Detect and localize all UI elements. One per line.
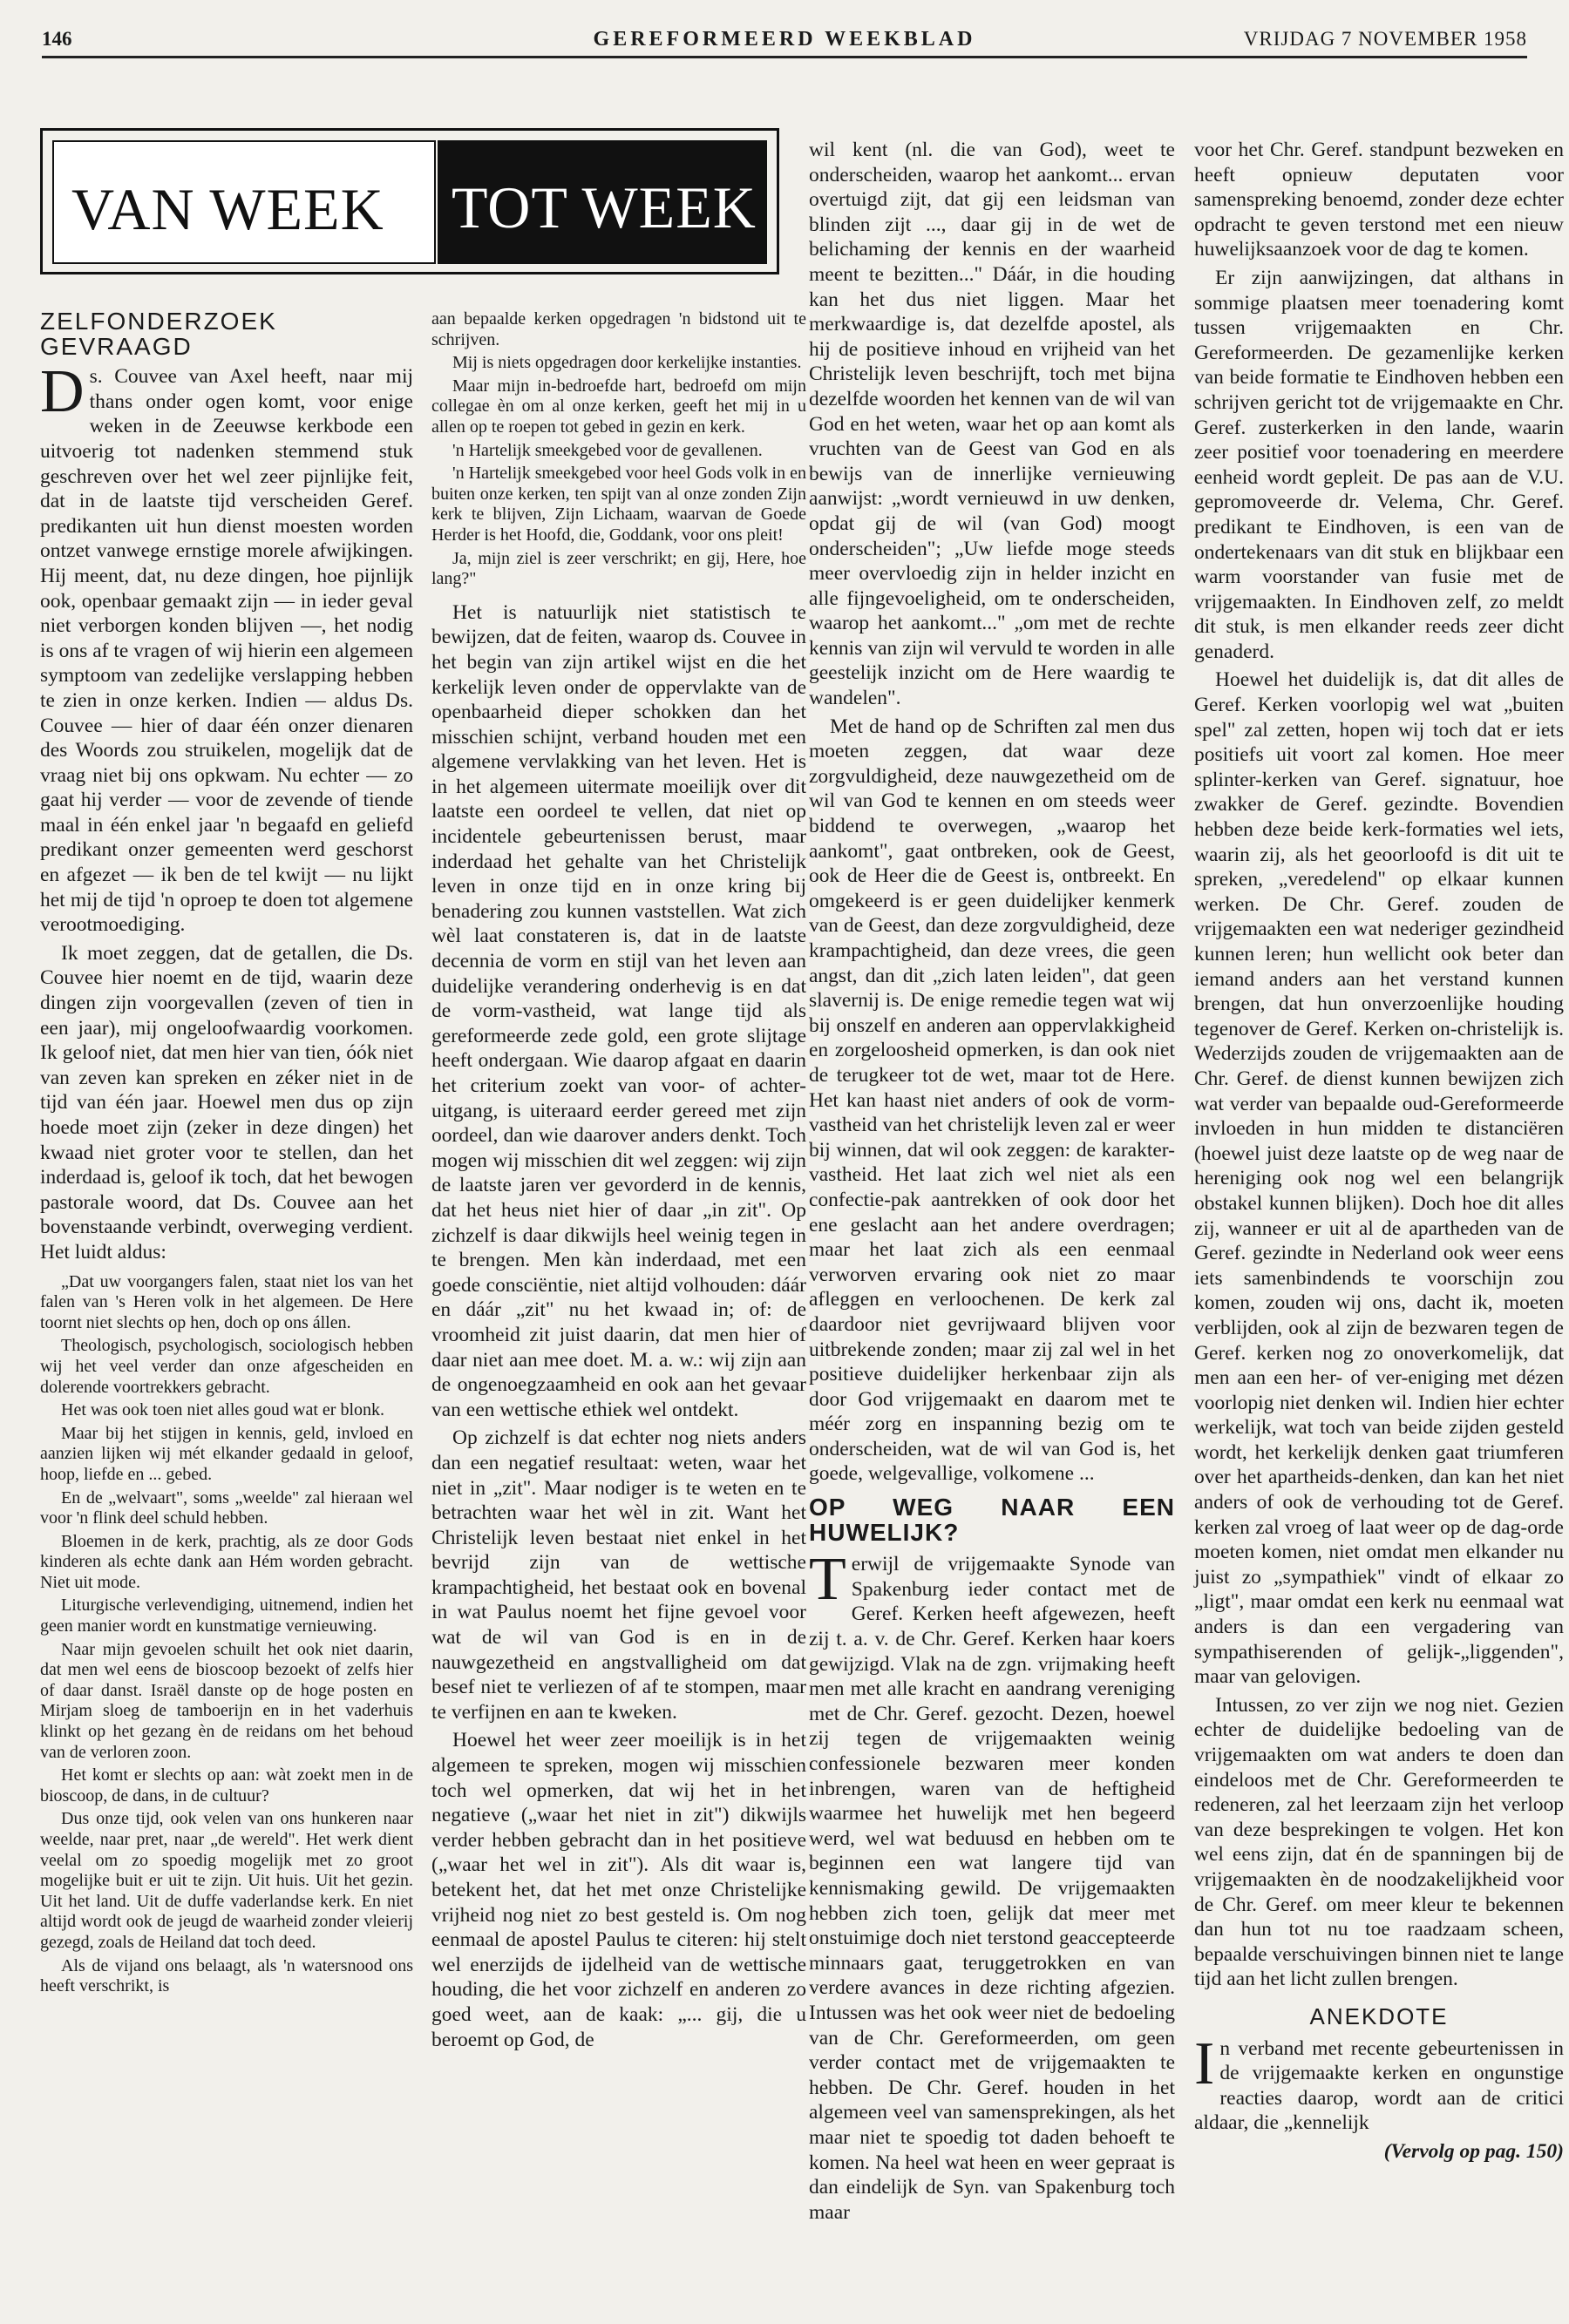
paragraph: Hoewel het duidelijk is, dat dit alles de Geref. Kerken voorlopig wel wat „buiten spel" zal zetten, hopen wij toch dat er iets positiefs uit voort zal komen. Hoe meer splinter-kerken van Geref. signatuur, hoe zwakker de Geref. gezindte. Bovendien hebben deze beide kerk-formaties wel iets, waarin zij, als het geoorloofd is dit uit te spreken, „veredelend" op elkaar kunnen werken. De Chr. Geref. zouden de vrijgemaakten een wat nederiger gezindheid kunnen leren; hun wellicht ook beter dan iemand anders aan het verstand kunnen brengen, dat hun onverzoenlijke houding tegenover de Geref. Kerken on-christelijk is. Wederzijds zouden de vrijgemaakten aan de Chr. Geref. de dienst kunnen bewijzen zich wat verder van bepaalde oud-Gereformeerde invloeden in hun midden te distanciëren (hoewel juist deze laatste op de weg naar de hereniging ook nog wel een belangrijk obstakel kunnen blijken). Doch hoe dit alles zij, wanneer er uit al de apartheden van de Geref. gezindte in Nederland ook weer eens iets samenbindends te voorschijn zou komen, zouden wij ons, dacht ik, moeten verblijden, ook al zijn de bezwaren tegen de Geref. kerken nog zo onoverkomelijk, dat men aan een her- of ver-eniging met dézen voorlopig niet denken wil. Indien hier echter werkelijk, wat toch van beide zijden gesteld wordt, het kerkelijk denken gaat triumferen over het apartheids-denken, dan kan het niet anders of ook de verhouding tot de Geref. kerken zal vroeg of laat weer op de dag-orde moeten komen, niet omdat men elkander nu juist zo „sympathiek" vindt of elkaar zo „ligt", maar omdat een kerk nu eenmaal wat anders is dan een vergadering van sympathiserenden of gelijk-„liggenden", maar van gelovigen. [1194,668,1564,1689]
quote-paragraph: Het komt er slechts op aan: wàt zoekt men in de bioscoop, de dans, in de cultuur? [40,1765,413,1806]
quotation-block-continued [431,309,806,590]
issue-date: VRIJDAG 7 NOVEMBER 1958 [1243,28,1527,50]
article-title-huwelijk: OP WEG NAAR EEN HUWELIJK? [809,1494,1175,1546]
quotation-block [40,1272,413,1997]
quote-paragraph: Dus onze tijd, ook velen van ons hunkeren naar weelde, naar pret, naar „de wereld". Het werk dient veelal om zo spoedig mogelijk met zo groot mogelijke buit er uit te zijn. Uit huis. Uit het gezin. Uit het land. Uit de duffe vaderlandse kerk. En niet altijd wordt ook de jeugd de waarheid zonder vleierij gezegd, zoals de Heiland dat toch deed. [40,1809,413,1952]
section-banner [40,128,779,274]
paragraph [809,1546,1175,2225]
quote-paragraph: En de „welvaart", soms „weelde" zal hieraan wel voor 'n flink deel schuld hebben. [40,1487,413,1528]
paragraph: wil kent (nl. die van God), weet te onderscheiden, waarop het aankomt... ervan overtuigd zijt, dat gij een leidsman van blinden zijt ..., daar gij in de wet de belichaming der kennis en der waarheid meent te bezitten..." Dáár, in die houding kan het dus niet liggen. Maar het merkwaardige is, dat dezelfde apostel, als hij de positieve inhoud en vrijheid van het Christelijk leven beschrijft, toch met bijna dezelfde woorden het kennen van de wil van God en het weten, waar het op aan komt als vruchten van de Geest van God en als bewijs van de innerlijke vernieuwing aanwijst: „wordt vernieuwd in uw denken, opdat gij de wil (van God) moogt onderscheiden"; „Uw liefde moge steeds meer overvloedig zijn in helder inzicht en alle fijngevoeligheid, om te onderscheiden, waarop het aankomt..." „om met de rechte kennis van zijn wil vervuld te worden in alle geestelijk inzicht om de Here waardig te wandelen". [809,139,1175,710]
paragraph: Het is natuurlijk niet statistisch te bewijzen, dat de feiten, waarop ds. Couvee in het begin van zijn artikel wijst en die het kerkelijk leven onder de oppervlakte van de openbaarheid dieper schokken dan het misschien schijnt, verband houden met een algemene vervlakking van het leven. Het is in het algemeen uitermate moeilijk over dit laatste een oordeel te vellen, dat niet op incidentele gebeurtenissen berust, maar inderdaad het gehalte van het Christelijk leven in onze tijd en in onze kring bij benadering zou kunnen vaststellen. Wat zich wèl laat constateren is, dat in de laatste decennia de vorm en stijl van het leven aan duidelijke verandering onderhevig is en dat de vorm-vastheid, wat lange tijd als gereformeerde zede gold, een grote slijtage heeft ondergaan. Wie daarop afgaat en daarin het criterium zoekt van voor- of achter-uitgang, is uiteraard eerder gereed met zijn oordeel, dan wie daarover anders denkt. Toch mogen wij misschien dit wel zeggen: wij zijn de laatste jaren ver gevorderd in de kennis, dat het heus niet hier of daar „in zit". Op zichzelf is daar dikwijls heel weinig tegen in te brengen. Men kàn inderdaad, met een goede consciëntie, niet altijd volhouden: dáár en dáár „zit" nu het kwaad in; of: de vroomheid zit juist daarin, dat men hier of daar niet aan mee doet. M. a. w.: wij zijn aan de ongenoegzaamheid en ook aan het gevaar van een wettische ethiek wel ontdekt. [431,600,806,1421]
quote-paragraph: Maar bij het stijgen in kennis, geld, invloed en aanzien lijken wij mét elkander gedaald in geloof, hoop, liefde en ... gebed. [40,1423,413,1484]
drop-cap: T [809,1546,846,1614]
column-1 [40,309,413,2008]
paragraph [40,358,413,938]
quote-paragraph: „Dat uw voorgangers falen, staat niet los van het falen van 's Heren volk in het algemeen. De Here toornt niet slechts op hen, doch op ons állen. [40,1271,413,1332]
drop-cap: I [1194,2029,1215,2097]
quote-paragraph: Als de vijand ons belaagt, als 'n watersnood ons heeft verschrikt, is [40,1955,413,1996]
quote-paragraph: 'n Hartelijk smeekgebed voor heel Gods volk in en buiten onze kerken, ten spijt van al onze zonden Zijn kerk te blijven, Zijn Lichaam, waarvan de Goede Herder is het Hoofd, die, Goddank, voor ons pleit! [431,464,806,545]
column-3 [809,138,1175,2228]
header-rule [42,56,1527,58]
column-2 [431,309,806,2056]
quote-paragraph: Liturgische verlevendiging, uitnemend, indien het geen manier wordt en kunstmatige vernieuwing. [40,1596,413,1636]
quote-paragraph: Mij is niets opgedragen door kerkelijke instanties. [452,353,802,373]
column-4 [1194,138,1564,2165]
publication-title: GEREFORMEERD WEEKBLAD [593,28,976,51]
paragraph: voor het Chr. Geref. standpunt bezweken en heeft opnieuw deputaten voor samenspreking benoemd, zonder deze echter opdracht te geven terstond met een nieuw huwelijksaanzoek voor de dag te komen. [1194,139,1564,261]
banner-left-text: VAN WEEK [71,176,384,242]
paragraph: Ik moet zeggen, dat de getallen, die Ds. Couvee hier noemt en de tijd, waarin deze dingen zijn voorgevallen (zeven of tien in een jaar), mij ongeloofwaardig voorkomen. Ik geloof niet, dat men hier van tien, óók niet van zeven kan spreken en zéker niet in de tijd van één jaar. Hoewel men dus op zijn hoede moet zijn (zeker in deze dingen) het kwaad niet groter voor te stellen, dan het inderdaad is, geloof ik toch, dat het bewogen pastorale woord, dat Ds. Couvee aan het bovenstaande verbindt, overweging verdient. Het luidt aldus: [40,941,413,1264]
paragraph: Hoewel het weer zeer moeilijk is in het algemeen te spreken, mogen wij misschien toch wel opmerken, dat wij het in het negatieve („waar het niet in zit") dikwijls verder hebben gebracht dan in het positieve („waar het wel in zit"). Als dit waar is, betekent het, dat het met onze Christelijke vrijheid nog niet zo best gesteld is. Om nog eenmaal de apostel Paulus te citeren: hij stelt wel enerzijds de ijdelheid van de wettische houding, die het voor zichzelf en anderen zo goed weet, aan de kaak: „... gij, die u beroemt op God, de [431,1729,806,2051]
banner-left-panel [52,140,436,264]
paragraph-text: erwijl de vrijgemaakte Synode van Spakenburg ieder contact met de Geref. Kerken heeft afgewezen, heeft zij t. a. v. de Chr. Geref. Kerken haar koers gewijzigd. Vlak na de zgn. vrijmaking heeft men met alle kracht en aandrang vereniging met de Chr. Geref. gezocht. Dezen, hoewel zij tegen de vrijgemaakten weinig confessionele bezwaren meer konden inbrengen, waren van de heftigheid waarmee het huwelijk met hen begeerd werd, wel wat beduusd en hebben om te beginnen een wat langere tijd van kennismaking gewild. De vrijgemaakten hebben zich toen, gelijk dat meer met onstuimige doch niet terstond geaccepteerde minnaars gaat, teruggetrokken en van verdere avances in deze richting afgezien. Intussen was het ook weer niet de bedoeling van de Chr. Gereformeerden, om geen verder contact met de vrijgemaakten te hebben. De Chr. Geref. houden in het algemeen veel van samensprekingen, als het maar niet te spoedig tot daden behoeft te komen. Na heel wat heen en weer gepraat is dan eindelijk de Syn. van Spakenburg toch maar [809,1553,1175,2224]
continued-note: (Vervolg op pag. 150) [1383,2139,1564,2163]
paragraph-text: n verband met recente gebeurtenissen in de vrijgemaakte kerken en ongunstige reacties daarop, wordt aan de critici aldaar, die „kennelijk [1194,2036,1564,2135]
quote-paragraph: aan bepaalde kerken opgedragen 'n bidstond uit te schrijven. [431,309,806,349]
paragraph: Met de hand op de Schriften zal men dus moeten zeggen, dat waar deze zorgvuldigheid, deze nauwgezetheid om de wil van God te kennen en om steeds weer biddend te overwegen, „waarop het aankomt", gaat ontbreken, ook de Geest, ook de Heer die de Geest is, ontbreekt. En omgekeerd is er geen duidelijker kenmerk van de Geest, dan deze zorgvuldigheid, deze krampachtigheid, dan deze vrees, die geen angst, dan dit „zich laten leiden", dat geen slavernij is. De enige remedie tegen wat wij bij onszelf en anderen aan oppervlakkigheid en zorgeloosheid opmerken, is dan ook niet de terugkeer tot de wet, maar tot de Here. Het kan haast niet anders of ook de vorm-vastheid van het christelijk leven zal er weer bij winnen, dat wil ook zeggen: de karakter-vastheid. Het laat zich wel niet als een confectie-pak aantrekken of ook door het ene geslacht aan het andere overdragen; maar het laat zich als een eenmaal verworven ervaring ook niet zo maar afleggen en verloochenen. De kerk zal daardoor niet gevrijwaard blijven voor uitbrekende zonden; maar zij zal wel in het positieve duidelijker herkenbaar zijn als door God vrijgemaakt en daarom met te méér zorg en inspanning bezig om te onderscheiden, wat de wil van God is, het goede, welgevallige, volkomene ... [809,715,1175,1486]
paragraph: Op zichzelf is dat echter nog niets anders dan een negatief resultaat: weten, waar het niet in „zit". Maar nodiger is te weten en te betrachten waar het wèl in zit. Want het Christelijk leven bestaat niet enkel in het bevrijd zijn van de wettische krampachtigheid, het bestaat ook en bovenal in wat Paulus noemt het fijne gevoel voor wat de wil van God is en in de nauwgezetheid en angstvalligheid om dat besef niet te verliezen of af te stompen, maar te verfijnen en aan te kweken. [431,1426,806,1724]
paragraph [1194,2029,1564,2136]
banner-right-panel [438,140,767,264]
paragraph-text: s. Couvee van Axel heeft, naar mij thans onder ogen komt, voor enige weken in de Zeeuwse kerkbode een uitvoerig tot nadenken stemmend stuk geschreven over het wel zeer pijnlijke feit, dat in de laatste tijd verscheiden Geref. predikanten uit hun dienst moesten worden ontzet vanwege ernstige morele afwijkingen. Hij meent, dat, nu deze dingen, hoe pijnlijk ook, openbaar gemaakt zijn — in ieder geval niet verborgen konden blijven —, het nodig is ons af te vragen of wij hierin een algemeen symptoom van zedelijke verslapping hebben te zien in onze kerken. Indien — aldus Ds. Couvee — hier of daar één onzer dienaren des Woords zou struikelen, mogelijk dat de vraag niet bij ons opkwam. Nu echter — zo gaat hij verder — voor de zevende of tiende maal in één enkel jaar 'n begaafd en geliefd predikant onzer gemeenten werd geschorst en afgezet — ik ben de tel kwijt — nu lijkt het mij de tijd 'n oproep te doen tot algemene verootmoediging. [40,365,413,937]
quote-paragraph: Naar mijn gevoelen schuilt het ook niet daarin, dat men wel eens de bioscoop bezoekt of zelfs hier of daar danst. Israël danste op de hoge posten en Mirjam sloeg de tamboerijn en in het vaderhuis klinkt op het gezang èn de reidans om het behoud van de verloren zoon. [40,1639,413,1762]
quote-paragraph: Maar mijn in-bedroefde hart, bedroefd om mijn collegae èn om al onze kerken, geeft het mij in u allen op te roepen tot gebed in gezin en kerk. [431,376,806,437]
paragraph: Er zijn aanwijzingen, dat althans in sommige plaatsen meer toenadering komt tussen vrijgemaakten en Chr. Gereformeerden. De gezamenlijke kerken van beide formatie te Eindhoven hebben een schrijven gericht tot de vrijgemaakte en Chr. Geref. zusterkerken in den lande, waarin zeer positief voor toenadering en meerdere eenheid wordt gepleit. De pas aan de V.U. gepromoveerde dr. Velema, Chr. Geref. predikant te Eindhoven, is een van de ondertekenaars van dit stuk en blijkbaar een warm voorstander van fusie met de vrijgemaakten. In Eindhoven zelf, zo meldt dit stuk, is men elkander reeds zeer dicht genaderd. [1194,266,1564,663]
paragraph: Intussen, zo ver zijn we nog niet. Gezien echter de duidelijke bedoeling van de vrijgemaakten om wat anders te doen dan eindeloos met de Chr. Gereformeerden te redeneren, zal het leerzaam zijn het verloop van deze besprekingen te volgen. Het kon wel eens zijn, dat én de spanningen bij de vrijgemaakten èn de noodzakelijkheid voor de Chr. Geref. om meer kleur te bekennen dan hun tot nu toe raadzaam scheen, bepaalde verschuivingen binnen niet te lange tijd aan het licht zullen brengen. [1194,1693,1564,1991]
quote-paragraph: Bloemen in de kerk, prachtig, als ze door Gods kinderen als echte dank aan Hém worden gebracht. Niet uit mode. [40,1531,413,1592]
drop-cap: D [40,358,85,426]
quote-paragraph: Ja, mijn ziel is zeer verschrikt; en gij, Here, hoe lang?" [431,548,806,589]
quote-paragraph: 'n Hartelijk smeekgebed voor de gevallenen. [452,440,763,460]
article-title-zelfonderzoek: ZELFONDERZOEK GEVRAAGD [40,308,277,360]
banner-right-text: TOT WEEK [452,174,757,241]
article-title-anekdote: ANEKDOTE [1309,2002,1449,2029]
page-number: 146 [42,28,72,50]
quote-paragraph: Theologisch, psychologisch, sociologisch hebben wij het veel verder dan onze afgescheiden en dolerende voortrekkers gebracht. [40,1336,413,1397]
quote-paragraph: Het was ook toen niet alles goud wat er blonk. [61,1400,385,1420]
